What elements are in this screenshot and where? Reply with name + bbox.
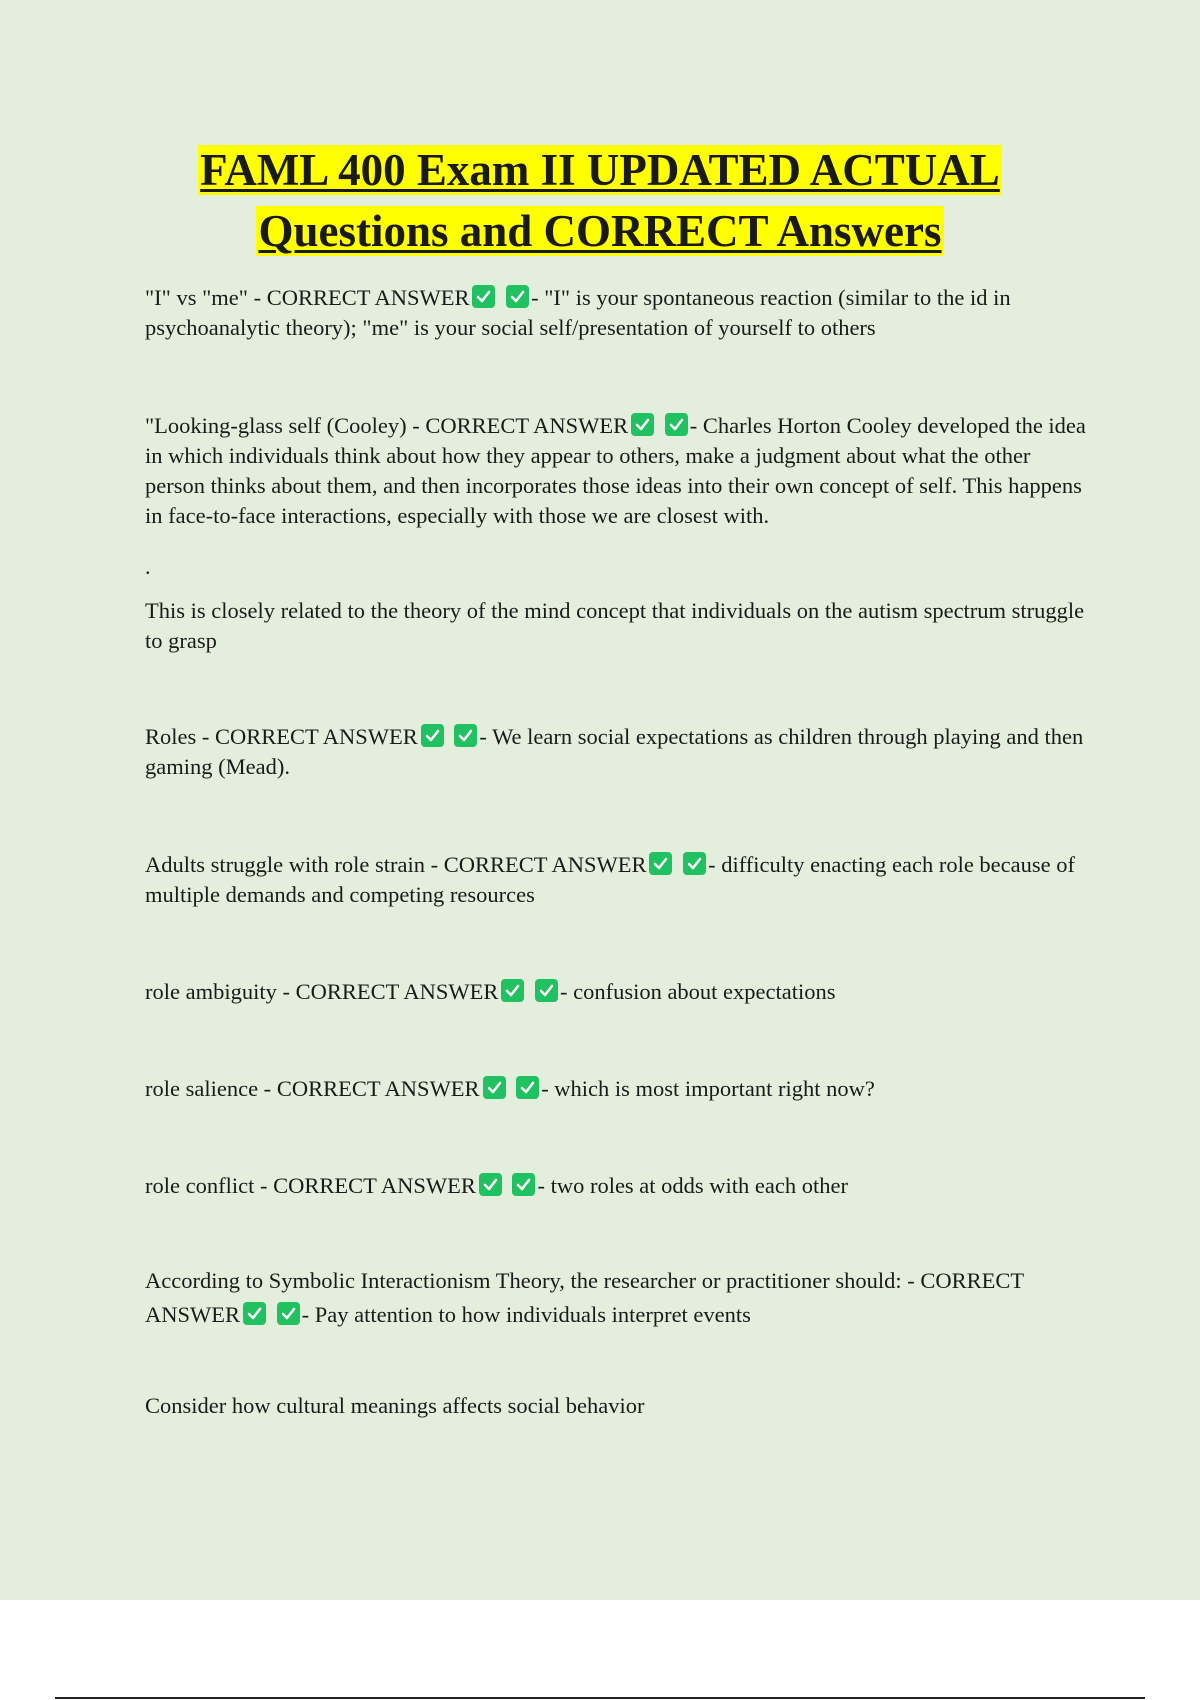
check-mark-icon: [483, 1076, 506, 1099]
correct-answer-label: CORRECT ANSWER: [145, 1268, 1024, 1327]
autism-note: This is closely related to the theory of the mind concept that individuals on the autism spectrum struggle to grasp: [145, 598, 1085, 653]
question-text: role salience -: [145, 1076, 277, 1101]
qa-entry: [145, 411, 1095, 531]
question-text: Roles -: [145, 724, 215, 749]
answer-text: - We learn social expectations as children through playing and then gaming (Mead).: [145, 724, 1084, 779]
title-line-1: FAML 400 Exam II UPDATED ACTUAL: [200, 145, 1000, 195]
check-mark-icon: [277, 1302, 300, 1325]
check-mark-icon: [516, 1076, 539, 1099]
title-line-2: Questions and CORRECT Answers: [258, 206, 942, 256]
correct-answer-label: CORRECT ANSWER: [443, 852, 647, 877]
correct-answer-label: CORRECT ANSWER: [295, 979, 499, 1004]
check-mark-icon: [535, 979, 558, 1002]
separator-dot: .: [145, 554, 151, 579]
correct-answer-label: CORRECT ANSWER: [273, 1173, 476, 1198]
document-title: [100, 140, 1100, 262]
qa-entry: [145, 977, 1095, 1007]
correct-answer-label: CORRECT ANSWER: [266, 285, 470, 310]
qa-entry: [145, 1171, 1095, 1201]
question-text: According to Symbolic Interactionism Theory, the researcher or practitioner should: -: [145, 1268, 921, 1293]
qa-entry: [145, 283, 1095, 343]
answer-text: - "I" is your spontaneous reaction (similar to the id in psychoanalytic theory); "me" is your social self/presentation of yourself to others: [145, 285, 1011, 340]
answer-text: - difficulty enacting each role because of multiple demands and competing resources: [145, 852, 1076, 907]
check-mark-icon: [501, 979, 524, 1002]
qa-entry: [145, 1264, 1095, 1332]
qa-entry: [145, 850, 1095, 910]
question-text: Adults struggle with role strain -: [145, 852, 444, 877]
correct-answer-label: CORRECT ANSWER: [215, 724, 418, 749]
check-mark-icon: [631, 413, 654, 436]
question-text: role ambiguity -: [145, 979, 296, 1004]
check-mark-icon: [243, 1302, 266, 1325]
answer-text: - Charles Horton Cooley developed the idea in which individuals think about how they appear to others, make a judgment about what the other person thinks about them, and then incorporates those ideas into their own concept of self. This happens in face-to-face interactions, especially with those we are closest with.: [145, 413, 1086, 528]
qa-entry: [145, 722, 1095, 782]
check-mark-icon: [472, 285, 495, 308]
footer-divider: [55, 1697, 1145, 1699]
check-mark-icon: [421, 724, 444, 747]
correct-answer-label: CORRECT ANSWER: [276, 1076, 480, 1101]
answer-text: - confusion about expectations: [559, 979, 836, 1004]
qa-entry: [145, 1074, 1095, 1104]
question-text: "Looking-glass self (Cooley) -: [145, 413, 426, 438]
question-text: "I" vs "me" -: [145, 285, 267, 310]
answer-text: - which is most important right now?: [541, 1076, 875, 1101]
check-mark-icon: [454, 724, 477, 747]
correct-answer-label: CORRECT ANSWER: [425, 413, 629, 438]
check-mark-icon: [506, 285, 529, 308]
check-mark-icon: [683, 852, 706, 875]
question-text: role conflict -: [145, 1173, 274, 1198]
check-mark-icon: [512, 1173, 535, 1196]
answer-text: - Pay attention to how individuals interpret events: [301, 1302, 751, 1327]
check-mark-icon: [479, 1173, 502, 1196]
check-mark-icon: [649, 852, 672, 875]
check-mark-icon: [665, 413, 688, 436]
answer-text: - two roles at odds with each other: [537, 1173, 848, 1198]
cultural-note: Consider how cultural meanings affects social behavior: [145, 1393, 645, 1418]
